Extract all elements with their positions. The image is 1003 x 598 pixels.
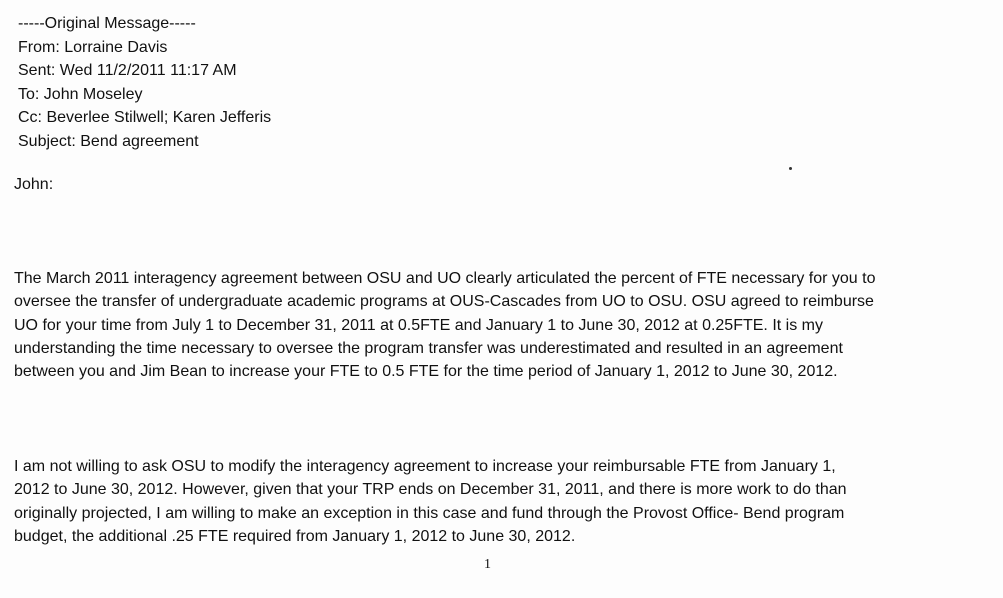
salutation: John:: [14, 176, 54, 193]
paragraph-line: I am not willing to ask OSU to modify the interagency agreement to increase your reimbursable FTE from January 1,: [14, 458, 836, 475]
page-number: 1: [484, 557, 491, 572]
from-line: From: Lorraine Davis: [18, 38, 168, 56]
original-message-separator: -----Original Message-----: [18, 15, 196, 32]
paragraph-line: oversee the transfer of undergraduate academic programs at OUS-Cascades from UO to OSU. OSU agreed to reimburse: [14, 293, 874, 311]
paragraph-line: understanding the time necessary to oversee the program transfer was underestimated and resulted in an agreement: [14, 339, 843, 357]
sent-line: Sent: Wed 11/2/2011 11:17 AM: [18, 62, 237, 79]
body-paragraph-1: [14, 267, 875, 383]
subject-line: Subject: Bend agreement: [18, 132, 199, 150]
paragraph-line: 2012 to June 30, 2012. However, given that your TRP ends on December 31, 2011, and there is more work to do than: [14, 481, 847, 499]
paragraph-line: between you and Jim Bean to increase your FTE to 0.5 FTE for the time period of January 1, 2012 to June 30, 2012.: [14, 363, 838, 381]
to-line: To: John Moseley: [18, 85, 143, 103]
email-header: [18, 12, 271, 153]
paragraph-line: originally projected, I am willing to make an exception in this case and fund through the Provost Office- Bend program: [14, 504, 845, 522]
paragraph-line: UO for your time from July 1 to December 31, 2011 at 0.5FTE and January 1 to June 30, 2012 at 0.25FTE. It is my: [14, 316, 823, 334]
paragraph-line: The March 2011 interagency agreement between OSU and UO clearly articulated the percent of FTE necessary for you to: [14, 270, 876, 287]
scan-speck: [789, 167, 792, 170]
cc-line: Cc: Beverlee Stilwell; Karen Jefferis: [18, 109, 272, 126]
paragraph-line: budget, the additional .25 FTE required from January 1, 2012 to June 30, 2012.: [14, 527, 576, 545]
body-paragraph-2: [14, 455, 847, 548]
